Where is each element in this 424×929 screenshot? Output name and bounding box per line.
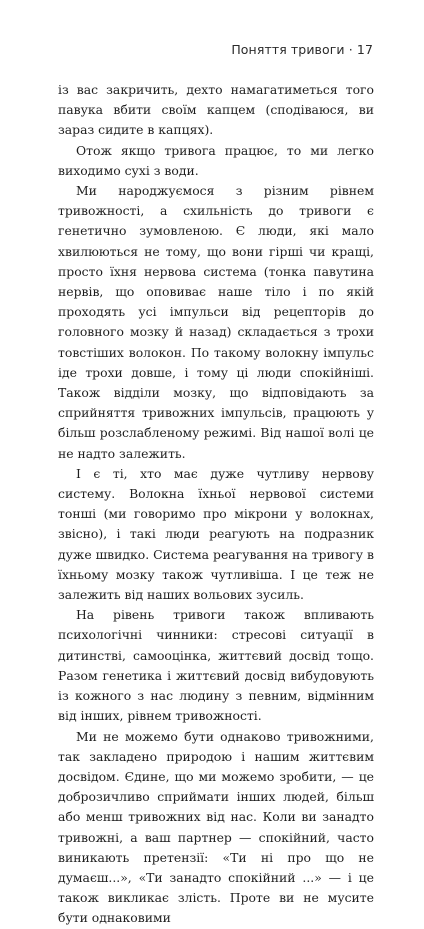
chapter-title: Поняття тривоги <box>231 42 345 57</box>
paragraph: І є ті, хто має дуже чутливу нервову систему. Волокна їхньої нервової системи тонші (ми говоримо про мікрони у волокнах, звісно), і такі люди реагують на подразник дуже швидко. Система реагування на тривогу в їхньому мозку також чутливіша. І це теж не залежить від наших вольових зусиль. <box>58 465 374 603</box>
page-body <box>58 80 374 929</box>
page-number: 17 <box>356 42 373 57</box>
paragraph: Ми не можемо бути однаково тривожними, так закладено природою і нашим життєвим досвідом. Єдине, що ми можемо зробити, — це доброзичливо сприймати інших людей, більш або менш тривожних від нас. Коли ви занадто тривожні, а ваш партнер — спокійний, часто виникають претензії: «Ти ні про що не думаєш...», «Ти занадто спокійний ...» — і це також викликає злість. Проте ви не мусите бути однаковими <box>58 728 374 926</box>
paragraph: із вас закричить, дехто намагатиметься того павука вбити своїм капцем (сподіваюся, ви зараз сидите в капцях). <box>58 82 374 138</box>
paragraph: На рівень тривоги також впливають психологічні чинники: стресові ситуації в дитинстві, самооцінка, життєвий досвід тощо. Разом генетика і життєвий досвід вибудовують із кожного з нас людину з певним, відмінним від інших, рівнем тривожності. <box>58 607 374 724</box>
header-separator: · <box>348 42 353 57</box>
running-head <box>231 42 373 57</box>
paragraph: Ми народжуємося з різним рівнем тривожності, а схильність до тривоги є генетично зумовленою. Є люди, які мало хвилюються не тому, що вони гірші чи кращі, просто їхня нервова система (тонка павутина нервів, що оповиває наше тіло і по якій проходять усі імпульси від рецепторів до головного мозку й назад) складається з трохи товстіших волокон. По такому волокну імпульс іде трохи довше, і тому ці люди спокійніші. Також відділи мозку, що відповідають за сприйняття тривожних імпульсів, працюють у більш розслабленому режимі. Від нашої волі це не надто залежить. <box>58 183 374 461</box>
paragraph: Отож якщо тривога працює, то ми легко виходимо сухі з води. <box>58 142 374 178</box>
